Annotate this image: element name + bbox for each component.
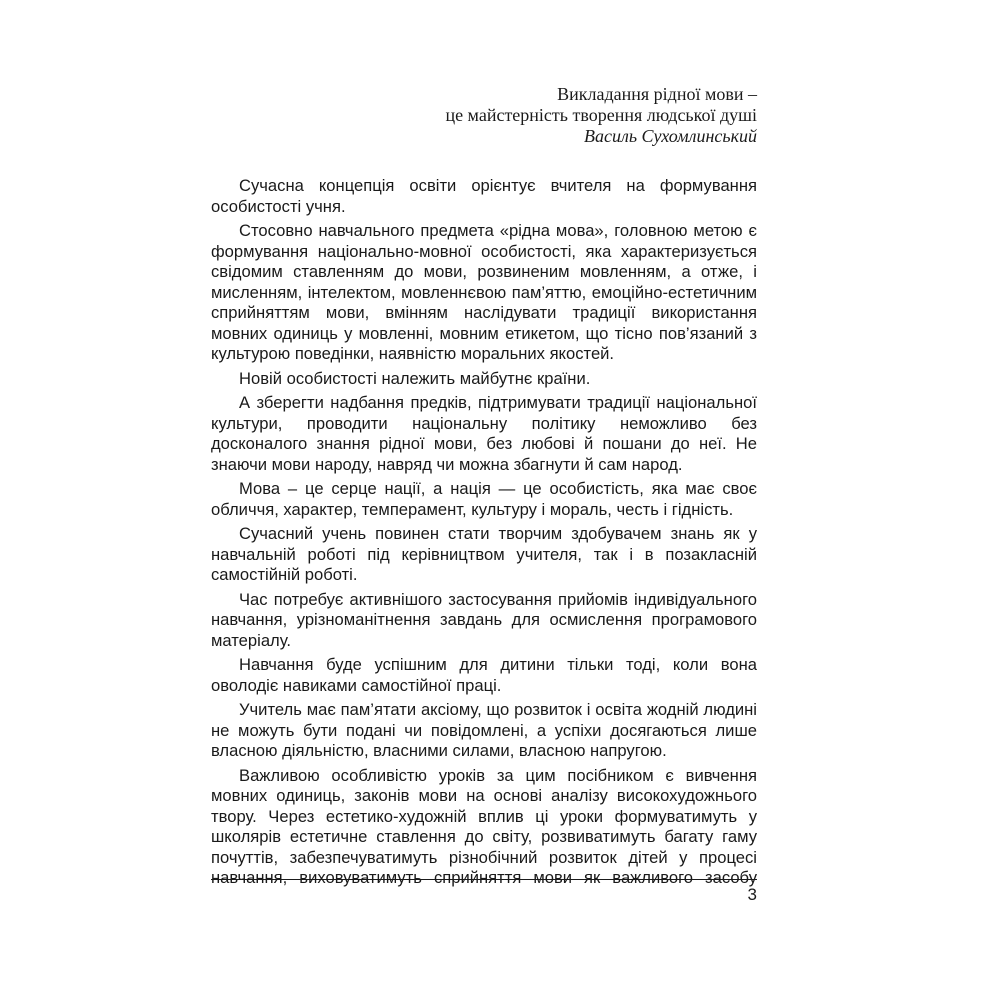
paragraph: Стосовно навчального предмета «рідна мова», головною метою є формування національно-мовної особистості, яка характеризується свідомим ставленням до мови, розвиненим мовленням, а отже, і мисленням, інтелектом, мовленнєвою пам’яттю, емоційно-естетичним сприйняттям мови, вмінням наслідувати традиції використання мовних одиниць у мовленні, мовним етикетом, що тісно пов’язаний з культурою поведінки, наявністю моральних якостей. bbox=[211, 221, 757, 363]
body-text bbox=[211, 176, 757, 889]
epigraph-author: Василь Сухомлинський bbox=[583, 126, 757, 146]
paragraph: Навчання буде успішним для дитини тільки тоді, коли вона оволодіє навиками самостійної праці. bbox=[211, 655, 757, 695]
epigraph bbox=[211, 84, 757, 147]
page-number: 3 bbox=[747, 885, 757, 904]
paragraph: А зберегти надбання предків, підтримувати традиції національної культури, проводити національну політику неможливо без досконалого знання рідної мови, без любові й пошани до неї. Не знаючи мови народу, навряд чи можна збагнути й сам народ. bbox=[211, 393, 757, 474]
page-content bbox=[211, 84, 757, 889]
epigraph-line-1: Викладання рідної мови – bbox=[557, 84, 757, 104]
paragraph: Час потребує активнішого застосування прийомів індивідуального навчання, урізноманітнення завдань для осмислення програмового матеріалу. bbox=[211, 589, 757, 650]
paragraph: Учитель має пам’ятати аксіому, що розвиток і освіта жодній людині не можуть бути подані чи повідомлені, а успіхи досягаються лише власною діяльністю, власними силами, власною напругою. bbox=[211, 700, 757, 760]
paragraph: Мова – це серце нації, а нація — це особистість, яка має своє обличчя, характер, темперамент, культуру і мораль, честь і гідність. bbox=[211, 479, 757, 519]
paragraph: Важливою особливістю уроків за цим посібником є вивчення мовних одиниць, законів мови на основі аналізу високохудожнього твору. Через естетико-художній вплив ці уроки формуватимуть у школярів естетичне ставлення до світу, розвиватимуть багату гаму почуттів, забезпечуватимуть різнобічний розвиток дітей у процесі навчання, виховуватимуть сприйняття мови як важливого засобу bbox=[211, 765, 757, 887]
paragraph: Сучасна концепція освіти орієнтує вчителя на формування особистості учня. bbox=[211, 176, 757, 216]
epigraph-line-2: це майстерність творення людської душі bbox=[445, 105, 757, 125]
paragraph: Новій особистості належить майбутнє країни. bbox=[239, 368, 591, 388]
paragraph: Сучасний учень повинен стати творчим здобувачем знань як у навчальній роботі під керівництвом учителя, так і в позакласній самостійній роботі. bbox=[211, 524, 757, 584]
footer-divider bbox=[211, 879, 757, 880]
